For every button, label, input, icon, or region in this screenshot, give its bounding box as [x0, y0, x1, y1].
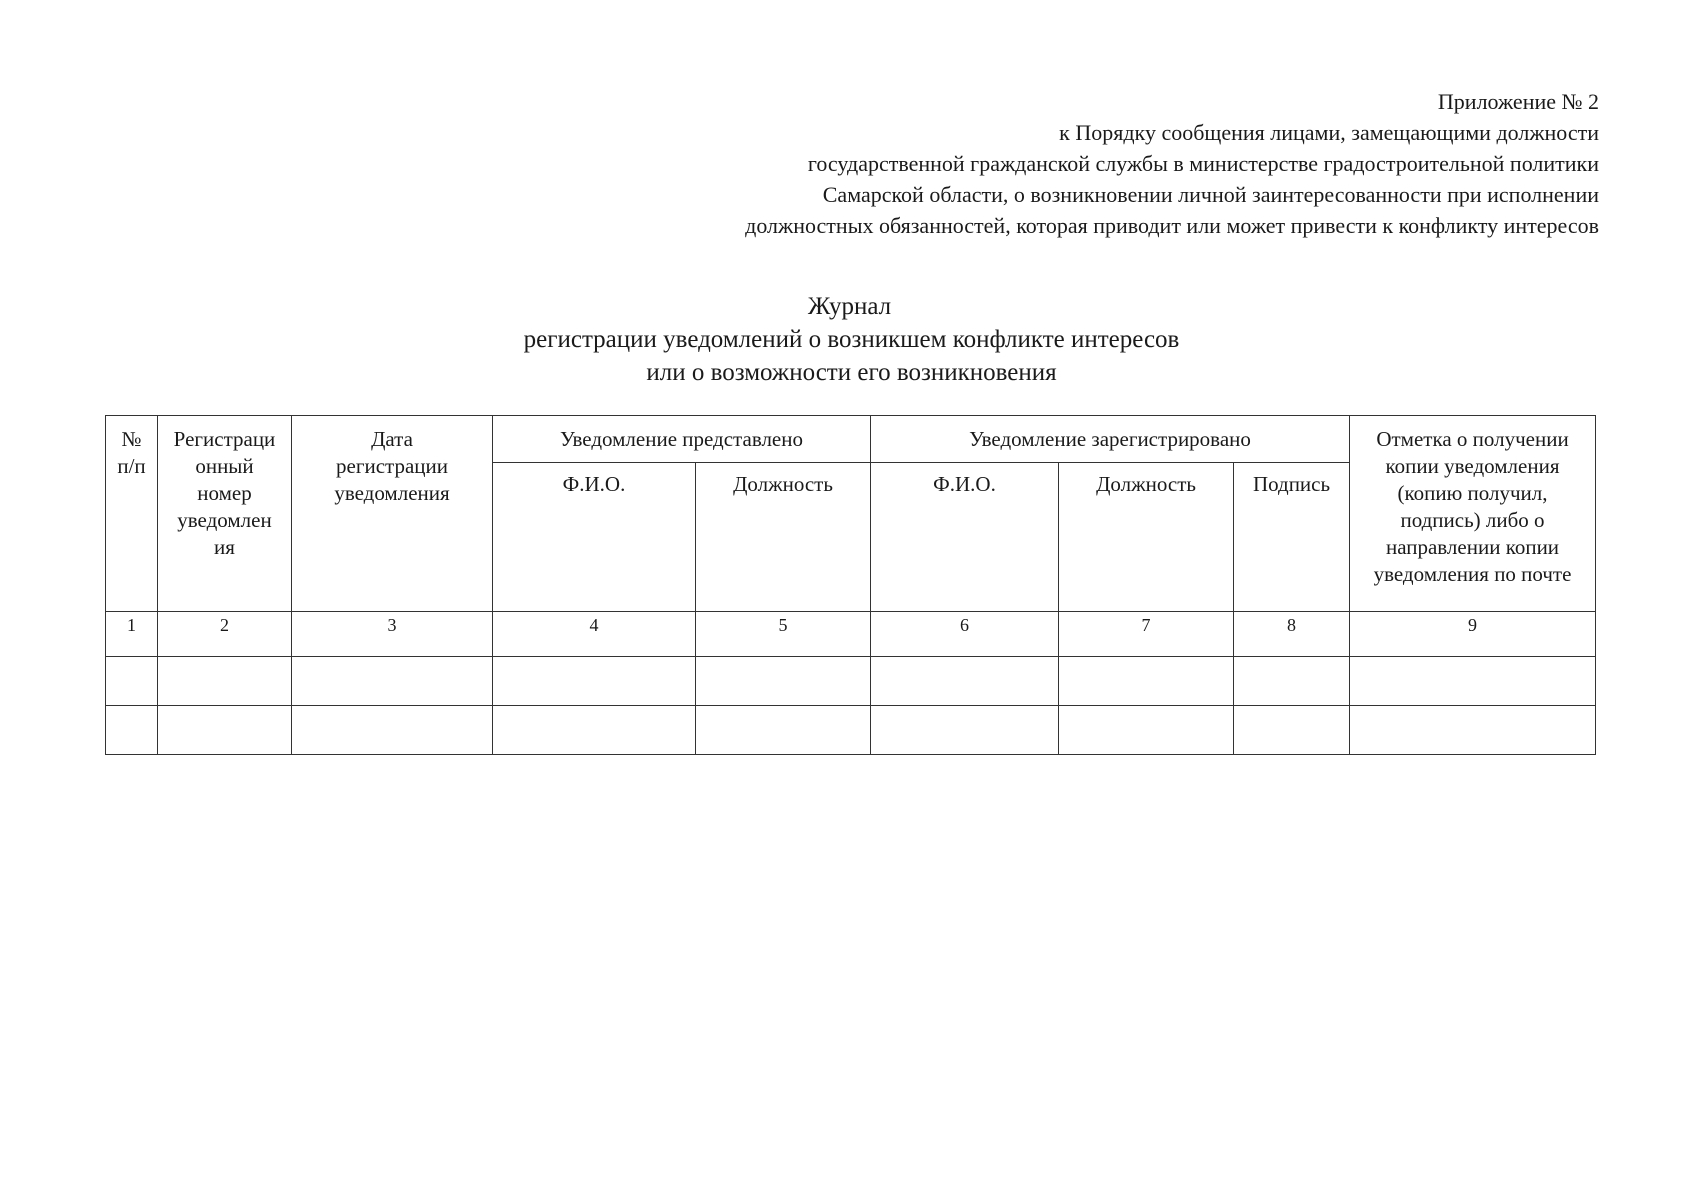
table-cell: [1350, 706, 1596, 755]
appendix-header: [745, 86, 1599, 241]
table-cell: [106, 706, 158, 755]
table-cell: [1350, 657, 1596, 706]
header-text: номер: [197, 481, 252, 505]
table-cell: [292, 706, 493, 755]
header-col-registration-number: [158, 416, 292, 612]
column-number: 6: [871, 612, 1059, 657]
table-cell: [871, 657, 1059, 706]
table-cell: [871, 706, 1059, 755]
header-text: регистрации: [336, 454, 448, 478]
header-text: Дата: [371, 427, 413, 451]
appendix-line: государственной гражданской службы в министерстве градостроительной политики: [807, 151, 1599, 176]
table-cell: [1234, 706, 1350, 755]
column-number: 2: [158, 612, 292, 657]
table-cell: [1059, 706, 1234, 755]
document-title: [0, 290, 1703, 389]
table-cell: [493, 657, 696, 706]
header-text: уведомления: [334, 481, 450, 505]
table-cell: [1234, 657, 1350, 706]
header-group-registered: Уведомление зарегистрировано: [871, 416, 1350, 463]
header-text: уведомления по почте: [1373, 562, 1572, 586]
table-cell: [158, 706, 292, 755]
header-col-submitter-name: Ф.И.О.: [493, 463, 696, 612]
column-number: 8: [1234, 612, 1350, 657]
table-cell: [696, 706, 871, 755]
table-cell: [106, 657, 158, 706]
table-cell: [158, 657, 292, 706]
header-col-copy-mark: [1350, 416, 1596, 612]
header-text: ия: [214, 535, 235, 559]
table-cell: [292, 657, 493, 706]
column-number: 3: [292, 612, 493, 657]
column-number: 9: [1350, 612, 1596, 657]
title-line: регистрации уведомлений о возникшем конфликте интересов: [523, 326, 1180, 353]
header-text: Отметка о получении: [1376, 427, 1569, 451]
header-text: п/п: [117, 454, 146, 478]
column-number-row: [106, 612, 1596, 657]
header-text: Регистраци: [173, 427, 276, 451]
column-number: 7: [1059, 612, 1234, 657]
table-cell: [696, 657, 871, 706]
header-group-submitted: Уведомление представлено: [493, 416, 871, 463]
column-number: 5: [696, 612, 871, 657]
header-text: онный: [195, 454, 254, 478]
header-text: (копию получил,: [1397, 481, 1548, 505]
header-text: №: [121, 427, 142, 451]
header-col-registration-date: [292, 416, 493, 612]
header-text: уведомлен: [177, 508, 272, 532]
header-col-submitter-position: Должность: [696, 463, 871, 612]
column-number: 1: [106, 612, 158, 657]
appendix-line: Самарской области, о возникновении личной заинтересованности при исполнении: [822, 182, 1599, 207]
column-number: 4: [493, 612, 696, 657]
journal-table: [105, 415, 1596, 755]
header-col-registrar-position: Должность: [1059, 463, 1234, 612]
header-text: направлении копии: [1385, 535, 1560, 559]
header-text: копии уведомления: [1385, 454, 1560, 478]
table-row: [106, 657, 1596, 706]
title-line: или о возможности его возникновения: [646, 359, 1057, 386]
appendix-line: должностных обязанностей, которая приводит или может привести к конфликту интересов: [745, 213, 1599, 238]
header-text: подпись) либо о: [1400, 508, 1545, 532]
table-cell: [493, 706, 696, 755]
table-cell: [1059, 657, 1234, 706]
appendix-line: к Порядку сообщения лицами, замещающими должности: [1059, 120, 1599, 145]
table-row: [106, 706, 1596, 755]
appendix-line: Приложение № 2: [1437, 89, 1599, 114]
header-col-registrar-name: Ф.И.О.: [871, 463, 1059, 612]
title-line: Журнал: [807, 293, 892, 320]
header-col-number: [106, 416, 158, 612]
header-col-registrar-signature: Подпись: [1234, 463, 1350, 612]
